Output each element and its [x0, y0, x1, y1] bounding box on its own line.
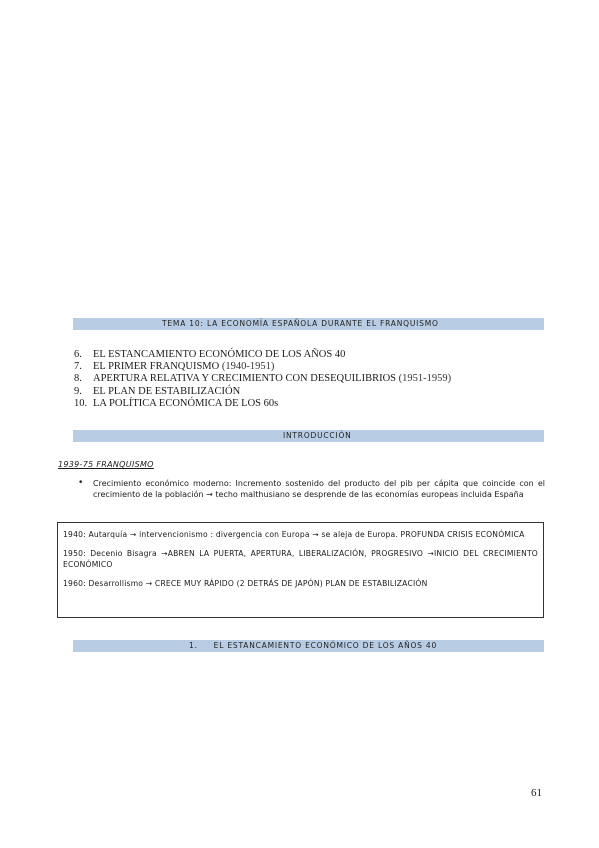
toc-item-label: LA POLÍTICA ECONÓMICA DE LOS 60s — [93, 397, 279, 409]
section-bar — [73, 640, 544, 652]
summary-1950: 1950: Decenio Bisagra →ABREN LA PUERTA, APERTURA, LIBERALIZACIÓN, PROGRESIVO →INICIO DEL CRECIMIENTO ECONÓMICO — [63, 549, 538, 569]
period-summary-box — [57, 522, 544, 618]
intro-bar — [73, 430, 544, 442]
page-number: 61 — [531, 787, 542, 799]
bullet-text: Crecimiento económico moderno: Incremento sostenido del producto del pib per cápita que coincide con el crecimiento de la población → techo malthusiano se desprende de las economías europeas incluida España — [93, 479, 545, 499]
bullet-dot-icon: • — [78, 478, 84, 488]
section-title: 1. EL ESTANCAMIENTO ECONÓMICO DE LOS AÑOS 40 — [189, 641, 438, 650]
toc-item-label: EL ESTANCAMIENTO ECONÓMICO DE LOS AÑOS 40 — [93, 349, 346, 360]
toc-item — [74, 373, 451, 385]
toc-item-number: 8. — [74, 373, 82, 385]
intro-title: INTRODUCCIÓN — [283, 431, 352, 440]
toc-item — [74, 361, 451, 373]
toc-item — [74, 386, 451, 398]
table-of-contents — [74, 349, 451, 410]
toc-item-years: (1951-1959) — [398, 373, 452, 385]
toc-item-number: 7. — [74, 361, 82, 373]
period-subheading: 1939-75 FRANQUISMO — [58, 460, 154, 469]
summary-1940: 1940: Autarquía → intervencionismo : divergencia con Europa → se aleja de Europa. PROFUNDA CRISIS ECONÓMICA — [63, 530, 525, 539]
topic-title: TEMA 10: LA ECONOMÍA ESPAÑOLA DURANTE EL FRANQUISMO — [162, 319, 439, 328]
bullet-item — [80, 478, 545, 500]
toc-item — [74, 349, 451, 361]
toc-item-label: EL PRIMER FRANQUISMO — [93, 361, 222, 373]
topic-title-bar — [73, 318, 544, 330]
toc-item-years: (1940-1951) — [221, 361, 275, 373]
toc-item-number: 6. — [74, 349, 82, 360]
toc-item-number: 10. — [74, 397, 88, 409]
toc-item-number: 9. — [74, 385, 82, 397]
toc-item — [74, 398, 451, 410]
toc-item-label: EL PLAN DE ESTABILIZACIÓN — [93, 385, 241, 397]
summary-1960: 1960: Desarrollismo → CRECE MUY RÁPIDO (2 DETRÁS DE JAPÓN) PLAN DE ESTABILIZACIÓN — [63, 579, 428, 588]
toc-item-label: APERTURA RELATIVA Y CRECIMIENTO CON DESEQUILIBRIOS — [93, 373, 399, 385]
